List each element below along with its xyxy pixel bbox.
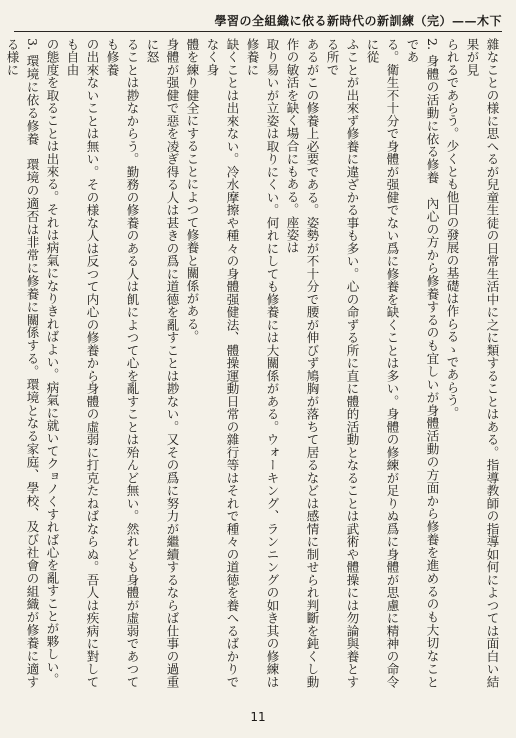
text-column: る。衛生不十分で身體が强健でない爲に修養を缺くことは多い。身體の修練が足りぬ爲に身體が思慮に精神の命令に從 [365, 38, 400, 688]
text-column: ることは尠なからう。勤務の修養のある人は飢によつて心を亂すことは殆んど無い。然れども身體が虛弱であつても修養 [105, 38, 140, 688]
text-column [0, 38, 2, 688]
text-column: られるであらう。少くとも他日の發展の基礎は作らるゝであらう。 [445, 38, 460, 419]
text-column: あるがこの修養上必要である。姿勢が不十分で腰が伸びず鳩胸が落ちて居るなどは感情に制せられ判斷を鈍くし動作の敏活を缺く場合にもある。座姿は [285, 38, 320, 688]
text-column: 缺くことは出來ない。冷水摩擦や種々の身體强健法、體操運動日常の雜行等はそれで種々の道徳を養へるばかりでなく身 [205, 38, 240, 688]
running-header [14, 10, 502, 30]
text-column: 體を練り健全にすることによつて修養と關係がある。 [185, 38, 200, 343]
text-column: 2. 身體の活動に依る修養 內心の方から修養するのも宜しいが身體活動の方面から修養を進めるのも大切なことであ [405, 38, 440, 688]
text-column: 3. 環境に依る修養 環境の適否は非常に修養に關係する。環境となる家庭、學校、及び社會の組織が修養に適する様に [5, 38, 40, 688]
running-title: 學習の全組織に依る新時代の新訓練（完）——木下 [214, 13, 502, 28]
text-column: 身體が强健で惡を凌ぎ得る人は甚きの爲に道德を亂すことは尠ない。又その爲に努力が繼續するならば仕事の過重に怒 [145, 38, 180, 688]
text-column: の態度を取ることは出來る。それは病氣になりきればよい。病氣に就いてクョノくすれば心を亂すことが夥しい。 [45, 38, 60, 686]
text-column: の出來ないことは無い。その様な人は反つて内心の修養から身體の虛弱に打克たねばならぬ。吾人は疾病に對しても自由 [65, 38, 100, 688]
text-column: ふことが出來ず修養に違ざかる事も多い。心の命ずる所に直に體的活動となることは武術や體操には勿論與養とする所で [325, 38, 360, 688]
page-number: 11 [250, 710, 266, 724]
header-rule [14, 31, 502, 32]
text-column: 取り易いが立姿は取りにくい。何れにしても修養には大關係がある。ウォーキング、ランニングの如き其の修練は修養に [245, 38, 280, 688]
body-text [5, 38, 502, 688]
text-column: 雜なことの様に思へるが兒童生徒の日常生活中に之に類することはある。指導教師の指導如何によつては面白い結果が見 [465, 38, 500, 688]
